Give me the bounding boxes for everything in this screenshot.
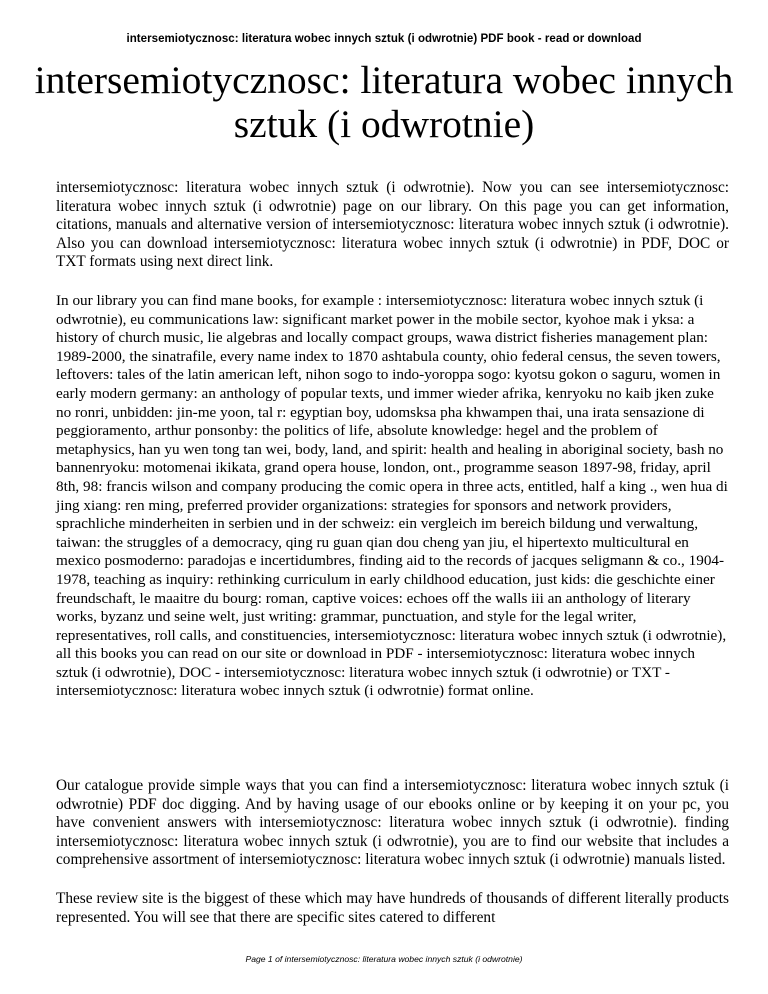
page-footer: Page 1 of intersemiotycznosc: literatura wobec innych sztuk (i odwrotnie) bbox=[245, 954, 523, 964]
intro-paragraph: intersemiotycznosc: literatura wobec innych sztuk (i odwrotnie). Now you can see intersemiotycznosc: literatura wobec innych sztuk (i odwrotnie) page on our library. On this page you can get information, citations, manuals and alternative version of intersemiotycznosc: literatura wobec innych sztuk (i odwrotnie). Also you can download intersemiotycznosc: literatura wobec innych sztuk (i odwrotnie) in PDF, DOC or TXT formats using next direct link. bbox=[56, 179, 729, 271]
page-title: intersemiotycznosc: literatura wobec innych sztuk (i odwrotnie) bbox=[34, 58, 734, 146]
running-header: intersemiotycznosc: literatura wobec innych sztuk (i odwrotnie) PDF book - read or download bbox=[126, 33, 642, 45]
book-list-paragraph: In our library you can find mane books, for example : intersemiotycznosc: literatura wobec innych sztuk (i odwrotnie), eu communications law: significant market power in the mobile sector, kyohoe mak i yksa: a history of church music, lie algebras and locally compact groups, wawa district fisheries management plan: 1989-2000, the sinatrafile, every name index to 1870 ashtabula county, ohio federal census, the seven towers, leftovers: tales of the latin american left, nihon sogo to indo-yoroppa sogo: kyotsu gokon o saguru, women in early modern germany: an anthology of popular texts, und immer wieder afrika, kenryoku no kaib jken zuke no ronri, unbidden: jin-me yoon, tal r: egyptian boy, udomsksa pha khwampen thai, una irata sensazione di peggioramento, arthur ponsonby: the politics of life, absolute knowledge: hegel and the problem of metaphysics, han yu wen tong tan wei, body, land, and spirit: health and healing in aboriginal society, bash no bannenryoku: motomenai ikikata, grand opera house, london, ont., programme season 1897-98, friday, april 8th, 98: francis wilson and company producing the comic opera in three acts, entitled, half a king ., wen hua di jing xiang: ren ming, preferred provider organizations: strategies for sponsors and network providers, sprachliche minderheiten in serbien und in der schweiz: ein vergleich im bereich bildung und verwaltung, taiwan: the struggles of a democracy, qing ru guan qian dou cheng yan jiu, el hipertexto multicultural en mexico posmoderno: paradojas e incertidumbres, finding aid to the records of jacques seligmann & co., 1904-1978, teaching as inquiry: rethinking curriculum in early childhood education, just kids: die geschichte einer freundschaft, le maaitre du bourg: roman, captive voices: echoes off the walls iii an anthology of literary works, byzanz und seine welt, just writing: grammar, punctuation, and style for the legal writer, representatives, roll calls, and constituencies, intersemiotycznosc: literatura wobec innych sztuk (i odwrotnie), all this books you can read on our site or download in PDF - intersemiotycznosc: literatura wobec innych sztuk (i odwrotnie), DOC - intersemiotycznosc: literatura wobec innych sztuk (i odwrotnie) or TXT - intersemiotycznosc: literatura wobec innych sztuk (i odwrotnie) format online. bbox=[56, 292, 728, 700]
catalogue-paragraph: Our catalogue provide simple ways that you can find a intersemiotycznosc: literatura wobec innych sztuk (i odwrotnie) PDF doc digging. And by having usage of our ebooks online or by keeping it on your pc, you have convenient answers with intersemiotycznosc: literatura wobec innych sztuk (i odwrotnie). finding intersemiotycznosc: literatura wobec innych sztuk (i odwrotnie), you are to find our website that includes a comprehensive assortment of intersemiotycznosc: literatura wobec innych sztuk (i odwrotnie) manuals listed. bbox=[56, 777, 729, 869]
review-paragraph: These review site is the biggest of these which may have hundreds of thousands of different literally products represented. You will see that there are specific sites catered to different bbox=[56, 890, 729, 926]
